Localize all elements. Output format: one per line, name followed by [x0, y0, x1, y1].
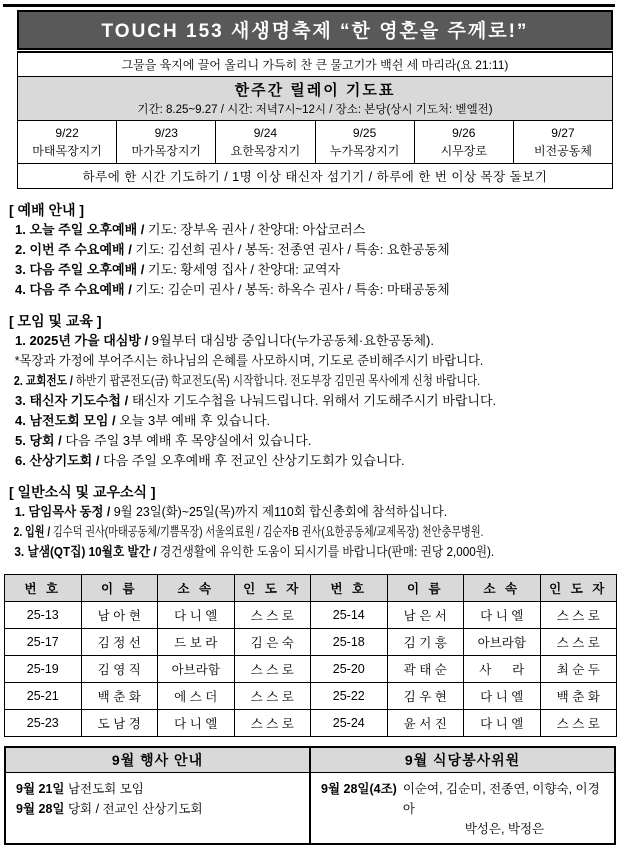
- roster-number: 25-22: [311, 683, 388, 710]
- roster-number: 25-20: [311, 656, 388, 683]
- roster-number: 25-24: [311, 710, 388, 737]
- worship-item: [9, 280, 615, 300]
- roster-group: 다 니 엘: [158, 602, 235, 629]
- event-date: 9월 28일: [16, 802, 65, 816]
- kitchen-title: 9월 식당봉사위원: [311, 748, 614, 773]
- item-lead: 3. 날샘(QT집) 10월호 발간 /: [14, 544, 157, 559]
- events-title: 9월 행사 안내: [6, 748, 309, 773]
- prayer-day-cell: [216, 121, 315, 163]
- item-lead: 2. 교회전도 /: [13, 373, 73, 388]
- news-item: [9, 502, 585, 522]
- item-body: 하반기 팝콘전도(금) 학교전도(목) 시작합니다. 전도부장 김민권 목사에게 신청 바랍니다.: [72, 373, 481, 388]
- meeting-item-note: [9, 351, 585, 371]
- roster-number: 25-17: [5, 629, 82, 656]
- prayer-day-cell: [415, 121, 514, 163]
- roster-number: 25-19: [5, 656, 82, 683]
- event-item: [16, 779, 301, 799]
- roster-header-cell: 이 름: [81, 575, 158, 602]
- item-body: 다음 주일 오후예배 후 전교인 산상기도회가 있습니다.: [99, 453, 405, 468]
- roster-row: [5, 710, 617, 737]
- roster-name: 윤 서 진: [387, 710, 464, 737]
- roster-number: 25-23: [5, 710, 82, 737]
- prayer-relay-table: [17, 77, 613, 189]
- roster-leader: 스 스 로: [540, 629, 617, 656]
- prayer-day-duty: 비전공동체: [533, 144, 592, 158]
- worship-item: [9, 220, 615, 240]
- news-item: [9, 522, 482, 542]
- event-item: [16, 799, 301, 819]
- roster-name: 도 남 경: [81, 710, 158, 737]
- meeting-item: [9, 431, 615, 451]
- item-lead: 4. 남전도회 모임 /: [15, 413, 116, 428]
- prayer-day-duty: 마태목장지기: [32, 144, 102, 158]
- prayer-day-cell: [316, 121, 415, 163]
- item-body: 9월 23일(화)~25일(목)까지 제110회 합신총회에 참석하십니다.: [110, 504, 448, 519]
- roster-leader: 스 스 로: [234, 602, 311, 629]
- item-lead: 1. 오늘 주일 오후예배 /: [15, 222, 145, 237]
- roster-header-cell: 인 도 자: [540, 575, 617, 602]
- meeting-item: [9, 331, 615, 351]
- prayer-day-date: 9/23: [154, 126, 178, 140]
- bottom-boxes: [4, 746, 618, 845]
- item-lead: 2. 이번 주 수요예배 /: [15, 242, 132, 257]
- section-title-news: [ 일반소식 및 교우소식 ]: [9, 484, 156, 500]
- roster-name: 김 영 직: [81, 656, 158, 683]
- roster-group: 다 니 엘: [464, 602, 541, 629]
- item-lead: 5. 당회 /: [15, 433, 62, 448]
- roster-header-cell: 인 도 자: [234, 575, 311, 602]
- roster-row: [5, 602, 617, 629]
- kitchen-item: [321, 779, 606, 839]
- item-lead: 4. 다음 주 수요예배 /: [15, 282, 132, 297]
- events-box: [4, 746, 311, 845]
- roster-group: 아브라함: [464, 629, 541, 656]
- roster-group: 드 보 라: [158, 629, 235, 656]
- roster-header-cell: 소 속: [158, 575, 235, 602]
- prayer-day-duty: 누가목장지기: [329, 144, 400, 158]
- prayer-day-date: 9/27: [551, 126, 575, 140]
- roster-name: 남 아 현: [81, 602, 158, 629]
- kitchen-box: [309, 746, 616, 845]
- kitchen-list: [311, 773, 614, 843]
- roster-header-cell: 이 름: [387, 575, 464, 602]
- roster-body: [5, 602, 617, 737]
- roster-name: 김 우 현: [387, 683, 464, 710]
- item-lead: 1. 담임목사 동정 /: [14, 504, 111, 519]
- roster-name: 김 정 선: [81, 629, 158, 656]
- item-body: 기도: 김선희 권사 / 봉독: 전종연 권사 / 특송: 요한공동체: [131, 242, 450, 257]
- section-worship: [9, 200, 615, 300]
- section-meetings: [9, 311, 615, 471]
- roster-leader: 김 은 숙: [234, 629, 311, 656]
- item-body: 다음 주일 3부 예배 후 목양실에서 있습니다.: [61, 433, 312, 448]
- prayer-day-date: 9/22: [55, 126, 79, 140]
- prayer-day-cell: [18, 121, 117, 163]
- item-body: 기도: 황세영 집사 / 찬양대: 교역자: [144, 262, 341, 277]
- item-body: 경건생활에 유익한 도움이 되시기를 바랍니다(판매: 권당 2,000원).: [156, 544, 495, 559]
- roster-group: 사 라: [464, 656, 541, 683]
- roster-header-cell: 번 호: [311, 575, 388, 602]
- section-news: [9, 482, 615, 562]
- prayer-day-date: 9/24: [253, 126, 278, 140]
- item-body: 태신자 기도수첩을 나눠드립니다. 위해서 기도해주시기 바랍니다.: [128, 393, 497, 408]
- roster-header-row: [5, 575, 617, 602]
- page-title: TOUCH 153 새생명축제 “한 영혼을 주께로!”: [17, 10, 613, 50]
- meeting-item: [9, 451, 615, 471]
- roster-leader: 스 스 로: [234, 656, 311, 683]
- roster-leader: 최 순 두: [540, 656, 617, 683]
- top-rule: [3, 4, 615, 7]
- prayer-table-title: 한주간 릴레이 기도표: [234, 82, 396, 99]
- item-body: 기도: 김순미 권사 / 봉독: 하옥수 권사 / 특송: 마태공동체: [131, 282, 450, 297]
- event-desc: 남전도회 모임: [64, 782, 144, 796]
- roster-header-cell: 번 호: [5, 575, 82, 602]
- item-body: *목장과 가정에 부어주시는 하나님의 은혜를 사모하시며, 기도로 준비해주시기 바랍니다.: [14, 353, 484, 368]
- section-title-worship: [ 예배 안내 ]: [9, 202, 85, 218]
- worship-item: [9, 240, 615, 260]
- roster-name: 곽 태 순: [387, 656, 464, 683]
- roster-group: 다 니 엘: [464, 683, 541, 710]
- prayer-day-cell: [117, 121, 216, 163]
- event-desc: 당회 / 전교인 산상기도회: [64, 802, 203, 816]
- prayer-day-columns: [18, 121, 612, 163]
- events-list: [6, 773, 309, 823]
- roster-leader: 스 스 로: [234, 683, 311, 710]
- item-lead: 3. 태신자 기도수첩 /: [15, 393, 129, 408]
- prayer-day-duty: 요한목장지기: [230, 144, 301, 158]
- worship-item: [9, 260, 615, 280]
- roster-number: 25-14: [311, 602, 388, 629]
- roster-header-cell: 소 속: [464, 575, 541, 602]
- news-item: [9, 542, 554, 562]
- prayer-day-cell: [514, 121, 612, 163]
- item-body: 9월부터 대심방 중입니다(누가공동체·요한공동체).: [148, 333, 434, 348]
- roster-row: [5, 656, 617, 683]
- item-body: 오늘 3부 예배 후 있습니다.: [115, 413, 271, 428]
- scripture-verse: 그물을 육지에 끌어 올리니 가득히 찬 큰 물고기가 백쉰 세 마리라(요 21:11): [17, 53, 613, 77]
- section-title-meetings: [ 모임 및 교육 ]: [9, 313, 102, 329]
- prayer-day-date: 9/26: [452, 126, 476, 140]
- meeting-item: [9, 371, 506, 391]
- roster-name: 남 은 서: [387, 602, 464, 629]
- roster-leader: 백 춘 화: [540, 683, 617, 710]
- roster-group: 다 니 엘: [464, 710, 541, 737]
- prayer-day-duty: 시무장로: [440, 144, 487, 158]
- roster-group: 아브라함: [158, 656, 235, 683]
- roster-number: 25-18: [311, 629, 388, 656]
- kitchen-names-line1: 이순여, 김순미, 전종연, 이향숙, 이경아: [402, 782, 600, 816]
- kitchen-date: 9월 28일(4조): [321, 782, 397, 796]
- prayer-table-info: 기간: 8.25~9.27 / 시간: 저녁7시~12시 / 장소: 본당(상시 기도처: 벧엘전): [137, 104, 493, 116]
- roster-number: 25-21: [5, 683, 82, 710]
- kitchen-names-line2: 박성은, 박정은: [464, 822, 545, 836]
- roster-row: [5, 629, 617, 656]
- item-lead: 1. 2025년 가을 대심방 /: [15, 333, 149, 348]
- kitchen-names: [403, 779, 606, 839]
- item-lead: 6. 산상기도회 /: [15, 453, 100, 468]
- roster-leader: 스 스 로: [540, 602, 617, 629]
- prayer-day-duty: 마가목장지기: [131, 144, 202, 158]
- roster-group: 다 니 엘: [158, 710, 235, 737]
- roster-number: 25-13: [5, 602, 82, 629]
- item-lead: 2. 입원 /: [13, 524, 51, 539]
- roster-name: 김 기 흥: [387, 629, 464, 656]
- roster-group: 에 스 더: [158, 683, 235, 710]
- item-body: 기도: 장부옥 권사 / 찬양대: 아삽코러스: [144, 222, 366, 237]
- item-lead: 3. 다음 주일 오후예배 /: [15, 262, 145, 277]
- roster-name: 백 춘 화: [81, 683, 158, 710]
- new-believer-roster-table: [4, 574, 617, 737]
- item-body: 김수덕 권사(마태공동체/기쁨목장) 서울의료원 / 김순자B 권사(요한공동체/교제목장) 천안충무병원.: [50, 524, 484, 539]
- roster-leader: 스 스 로: [540, 710, 617, 737]
- prayer-table-header: [18, 77, 612, 121]
- roster-leader: 스 스 로: [234, 710, 311, 737]
- meeting-item: [9, 411, 615, 431]
- prayer-table-footer: 하루에 한 시간 기도하기 / 1명 이상 태신자 섬기기 / 하루에 한 번 이상 목장 돌보기: [18, 163, 612, 188]
- prayer-day-date: 9/25: [352, 126, 377, 140]
- meeting-item: [9, 391, 615, 411]
- roster-row: [5, 683, 617, 710]
- event-date: 9월 21일: [16, 782, 65, 796]
